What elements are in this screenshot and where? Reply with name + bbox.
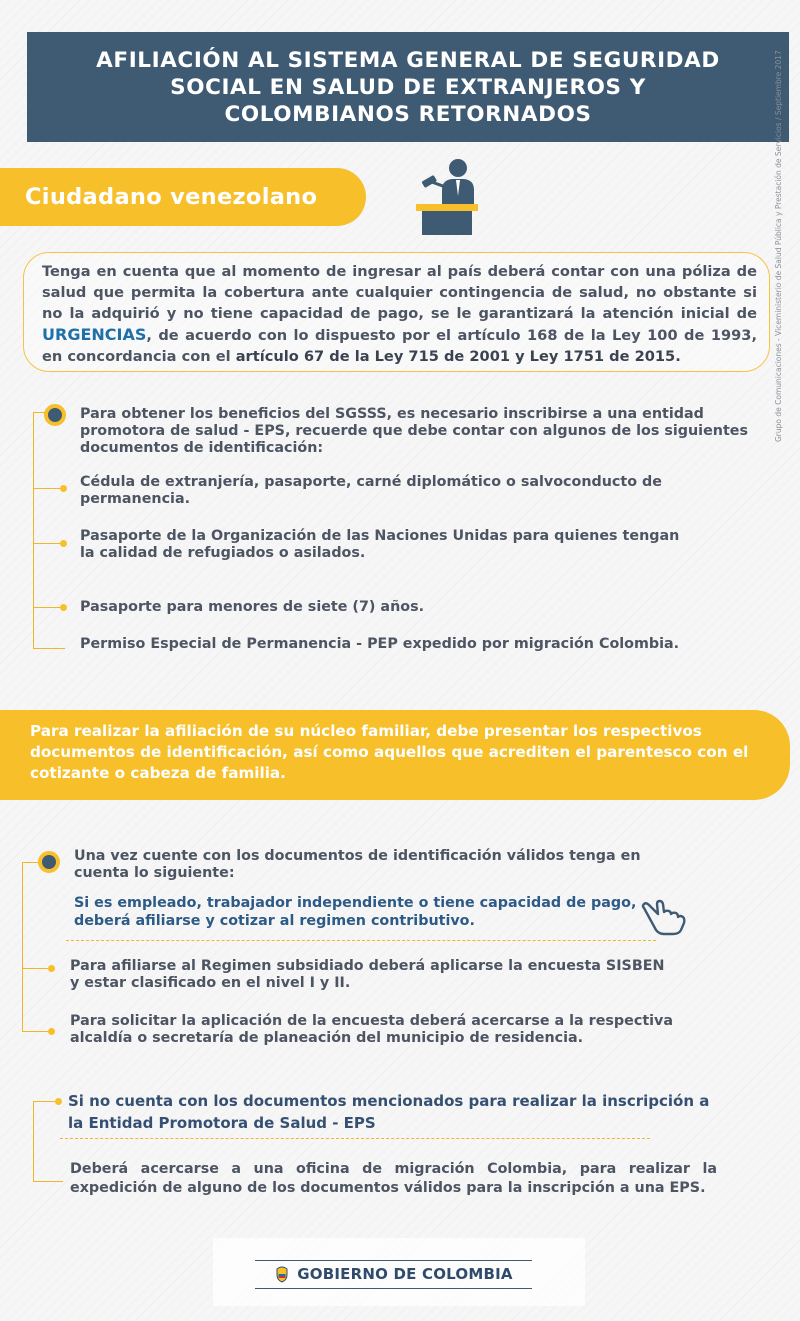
footer-rule-top: [255, 1260, 532, 1261]
timeline-marker: [44, 404, 66, 426]
contributive-regime-note: Si es empleado, trabajador independiente o tiene capacidad de pago, deberá afiliarse y cotizar al regimen contributivo.: [74, 895, 637, 929]
timeline-connector: [33, 412, 45, 413]
page-title: AFILIACIÓN AL SISTEMA GENERAL DE SEGURIDAD SOCIAL EN SALUD DE EXTRANJEROS Y COLOMBIANOS RETORNADOS: [96, 47, 720, 127]
coat-of-arms-icon: [274, 1265, 290, 1283]
bullet-dot: [55, 1098, 62, 1105]
bullet-dot: [48, 1028, 55, 1035]
timeline-connector: [33, 543, 61, 544]
bullet-dot: [60, 604, 67, 611]
citizen-type-label: Ciudadano venezolano: [25, 184, 318, 210]
timeline-connector: [33, 1181, 63, 1182]
list-item: Para solicitar la aplicación de la encuesta deberá acercarse a la respectiva alcaldía o secretaría de planeación del municipio de residencia.: [70, 1013, 674, 1046]
list-item: Pasaporte de la Organización de las Naciones Unidas para quienes tengan la calidad de refugiados o asilados.: [80, 528, 680, 561]
timeline-line-2: [22, 862, 23, 1032]
side-credit: Grupo de Comunicaciones - Viceministerio de Salud Pública y Prestación de Servicios / Septiembre 2017: [774, 50, 783, 442]
timeline-connector: [33, 607, 61, 608]
header-banner: [27, 32, 789, 142]
timeline-connector: [33, 648, 65, 649]
no-documents-heading: Si no cuenta con los documentos mencionados para realizar la inscripción a la Entidad Promotora de Salud - EPS: [68, 1092, 710, 1132]
notice-text: [42, 261, 757, 367]
timeline-connector: [33, 488, 61, 489]
notice-law-reference: artículo 67 de la Ley 715 de 2001 y Ley 1751 de 2015.: [235, 348, 681, 365]
migration-office-note: Deberá acercarse a una oficina de migración Colombia, para realizar la expedición de alguno de los documentos válidos para la inscripción a una EPS.: [70, 1161, 717, 1196]
footer-rule-bottom: [255, 1288, 532, 1289]
pointing-hand-icon: [640, 896, 690, 936]
section1-intro: Para obtener los beneficios del SGSSS, es necesario inscribirse a una entidad promotora de salud - EPS, recuerde que debe contar con algunos de los siguientes documentos de identificación:: [80, 406, 748, 456]
section2-intro: Una vez cuente con los documentos de identificación válidos tenga en cuenta lo siguiente:: [74, 848, 641, 881]
notice-text-part2: , de acuerdo con lo dispuesto por el artículo 168 de la Ley 100 de 1993, en concordancia con el: [42, 327, 757, 365]
family-banner: [0, 710, 790, 800]
list-item: Pasaporte para menores de siete (7) años.: [80, 599, 425, 615]
notice-urgencias: URGENCIAS: [42, 325, 147, 344]
bullet-dot: [60, 540, 67, 547]
bullet-dot: [48, 965, 55, 972]
timeline-connector: [22, 968, 50, 969]
notice-text-part1: Tenga en cuenta que al momento de ingresar al país deberá contar con una póliza de salud que permita la cobertura ante cualquier contingencia de salud, no obstante si no la adquirió y no tiene capacidad de pago, se le garantizará la atención inicial de: [42, 263, 757, 322]
family-banner-text: Para realizar la afiliación de su núcleo familiar, debe presentar los respectivos documentos de identificación, así como aquellos que acrediten el parentesco con el cotizante o cabeza de familia.: [30, 722, 749, 782]
footer-label: GOBIERNO DE COLOMBIA: [297, 1265, 513, 1283]
judge-gavel-icon: [412, 156, 480, 236]
list-item: Para afiliarse al Regimen subsidiado deberá aplicarse la encuesta SISBEN y estar clasificado en el nivel I y II.: [70, 958, 665, 991]
timeline-line-3: [33, 1101, 34, 1181]
timeline-marker: [38, 851, 60, 873]
footer-logo: [255, 1262, 532, 1286]
dashed-divider: [66, 940, 656, 941]
timeline-connector: [33, 1101, 55, 1102]
bullet-dot: [60, 485, 67, 492]
timeline-connector: [22, 1031, 50, 1032]
timeline-line-1: [33, 412, 34, 649]
list-item: Permiso Especial de Permanencia - PEP expedido por migración Colombia.: [80, 636, 680, 652]
list-item: Cédula de extranjería, pasaporte, carné diplomático o salvoconducto de permanencia.: [80, 474, 662, 507]
citizen-type-pill: [0, 168, 366, 226]
dashed-divider: [60, 1138, 650, 1139]
notice-box: [23, 252, 770, 372]
